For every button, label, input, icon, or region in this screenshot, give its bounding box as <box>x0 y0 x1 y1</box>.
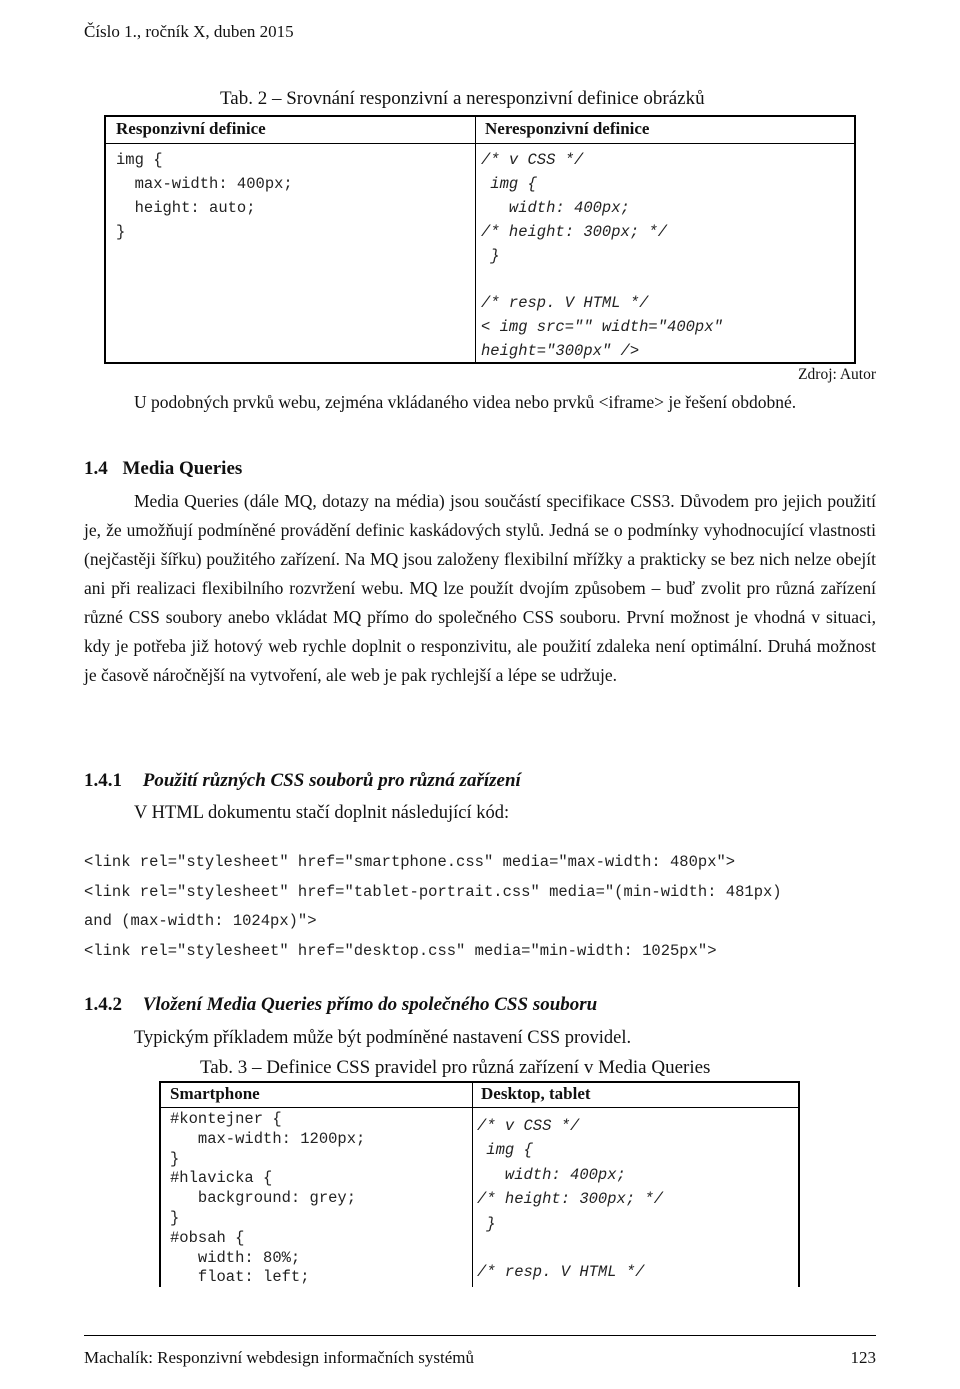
paragraph-media-queries: Media Queries (dále MQ, dotazy na média) jsou součástí specifikace CSS3. Důvodem pro jejich použití je, že umožňují podmíněné provádění definic kaskádových stylů. Jedná se o podmínky vyhodnocující vlastnosti (nejčastěji šířku) použitého zařízení. Na MQ jsou založeny flexibilní mřížky a prakticky se bez nich nelze obejít ani při realizaci flexibilního rozvržení webu. MQ lze použít dvojím způsobem – buď zvolit pro různá zařízení různé CSS soubory anebo vkládat MQ přímo do společného CSS souboru. První možnost je vhodná v situaci, kdy je potřeba již hotový web rychle doplnit o responzivitu, ale použití zdaleka není optimální. Druhá možnost je časově náročnější na vytvoření, ale web je pak rychlejší a lépe se udržuje. <box>84 491 876 685</box>
section-heading-1-4 <box>84 458 242 480</box>
table-caption-2: Tab. 2 – Srovnání responzivní a neresponzivní definice obrázků <box>220 88 705 109</box>
code-link-desktop: <link rel="stylesheet" href="desktop.css" media="min-width: 1025px"> <box>84 942 717 960</box>
header-smartphone: Smartphone <box>170 1084 260 1103</box>
code-link-tablet-cont: and (max-width: 1024px)"> <box>84 912 317 930</box>
code-smartphone: #kontejner { max-width: 1200px; } #hlavicka { background: grey; } #obsah { width: 80%; float: left; <box>170 1110 366 1287</box>
running-header: Číslo 1., ročník X, duben 2015 <box>84 22 294 41</box>
header-desktop-tablet: Desktop, tablet <box>481 1084 591 1103</box>
section-title: Vložení Media Queries přímo do společného CSS souboru <box>142 994 598 1015</box>
table-column-divider <box>475 115 476 364</box>
section-intro-1-4-1: V HTML dokumentu stačí doplnit následující kód: <box>134 803 510 823</box>
page-number: 123 <box>850 1348 876 1367</box>
header-nonresponsive-definition: Neresponzivní definice <box>485 119 650 138</box>
section-heading-1-4-1 <box>84 770 521 792</box>
code-link-tablet: <link rel="stylesheet" href="tablet-portrait.css" media="(min-width: 481px) <box>84 883 782 901</box>
table-border-top <box>104 115 856 117</box>
paragraph-iframe: U podobných prvků webu, zejména vkládaného videa nebo prvků <iframe> je řešení obdobné. <box>134 392 797 412</box>
table-border-right <box>854 115 856 364</box>
code-link-smartphone: <link rel="stylesheet" href="smartphone.css" media="max-width: 480px"> <box>84 853 736 871</box>
table-border-right <box>798 1081 800 1287</box>
table-border-left <box>159 1081 161 1287</box>
section-intro-1-4-2: Typickým příkladem může být podmíněné nastavení CSS providel. <box>134 1028 632 1048</box>
section-heading-1-4-2 <box>84 994 597 1016</box>
code-nonresponsive-css: /* v CSS */ img { width: 400px; /* height: 300px; */ } <box>481 151 668 265</box>
table-border-left <box>104 115 106 364</box>
table-caption-3: Tab. 3 – Definice CSS pravidel pro různá zařízení v Media Queries <box>200 1057 711 1078</box>
section-number: 1.4.1 <box>84 770 122 791</box>
section-title: Media Queries <box>122 458 243 479</box>
code-nonresponsive-html: /* resp. V HTML */ < img src="" width="400px" height="300px" /> <box>481 294 723 360</box>
table-border-top <box>159 1081 800 1083</box>
table-header-divider <box>159 1107 800 1108</box>
footer-author-title: Machalík: Responzivní webdesign informačních systémů <box>84 1348 474 1367</box>
section-number: 1.4.2 <box>84 994 122 1015</box>
code-responsive: img { max-width: 400px; height: auto; } <box>116 151 293 241</box>
table-border-bottom <box>104 362 856 364</box>
table-header-divider <box>104 143 856 144</box>
table-column-divider <box>472 1081 473 1287</box>
section-title: Použití různých CSS souborů pro různá zařízení <box>142 770 521 791</box>
table-source: Zdroj: Autor <box>798 366 876 383</box>
code-desktop-tablet: /* v CSS */ img { width: 400px; /* height: 300px; */ } /* resp. V HTML */ <box>477 1117 664 1282</box>
header-responsive-definition: Responzivní definice <box>116 119 266 138</box>
footer-rule <box>84 1335 876 1336</box>
section-number: 1.4 <box>84 458 108 479</box>
